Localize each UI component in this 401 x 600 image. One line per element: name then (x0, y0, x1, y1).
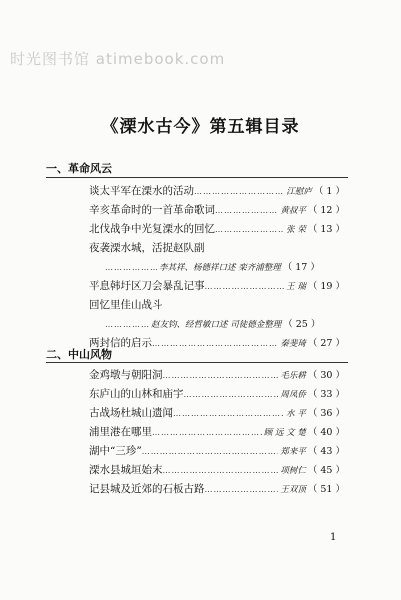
entry-page: （ 43 ） (307, 446, 345, 457)
entry-page: （ 12 ） (307, 205, 345, 216)
section-heading-scenery: 二、中山风物 (46, 348, 112, 361)
leader-dots (105, 258, 157, 277)
entry-page: （ 27 ） (307, 338, 345, 349)
toc-entry[interactable] (89, 442, 345, 461)
entry-author: 顾 远 文 楚 (263, 428, 306, 438)
toc-entry[interactable] (89, 334, 345, 353)
toc-list-scenery (89, 366, 345, 499)
entry-author: 王 瑞 (286, 282, 306, 292)
leader-dots (173, 404, 284, 423)
entry-author: 项树仁 (280, 466, 306, 476)
section-heading-revolution: 一、革命风云 (46, 162, 112, 175)
entry-author: 张 荣 (286, 225, 306, 235)
entry-page: （ 33 ） (307, 389, 345, 400)
leader-dots (163, 366, 279, 385)
toc-entry[interactable] (89, 201, 345, 220)
entry-author: 周凤侨 (280, 390, 306, 400)
entry-title: 谈太平军在溧水的活动 (89, 185, 194, 197)
toc-entry[interactable] (89, 239, 345, 258)
entry-page: （ 17 ） (282, 262, 320, 273)
entry-title: 湖中“三珍” (89, 445, 142, 457)
entry-author: 王双顶 (280, 485, 306, 495)
entry-author: 郑来平 (280, 447, 306, 457)
entry-title: 辛亥革命时的一首革命歌词 (89, 204, 215, 216)
leader-dots (215, 220, 284, 239)
leader-dots (205, 277, 285, 296)
section-divider (46, 362, 348, 363)
entry-page: （ 45 ） (307, 465, 345, 476)
leader-dots (152, 334, 278, 353)
entry-author: 秦斐琦 (280, 339, 306, 349)
leader-dots (205, 480, 279, 499)
section-divider (46, 177, 348, 178)
entry-page: （ 40 ） (307, 427, 345, 438)
entry-title: 东庐山的山林和庙宇 (89, 388, 184, 400)
entry-title: 北伐战争中光复溧水的回忆 (89, 223, 215, 235)
toc-entry[interactable] (89, 385, 345, 404)
toc-entry-credit[interactable] (89, 258, 345, 277)
leader-dots (152, 423, 262, 442)
entry-page: （ 19 ） (307, 281, 345, 292)
entry-author: 黄叔平 (280, 206, 306, 216)
entry-author: 赵友钧、经哲敏口述 司徒德金整理 (151, 320, 282, 330)
entry-author: 李其祥、杨德祥口述 栾齐浦整理 (159, 263, 281, 273)
toc-entry-credit[interactable] (89, 315, 345, 334)
leader-dots (215, 201, 278, 220)
toc-entry[interactable] (89, 277, 345, 296)
entry-title: 平息韩圩区刀会暴乱记事 (89, 280, 205, 292)
entry-author: 水 平 (286, 409, 306, 419)
entry-author: 毛乐耕 (280, 371, 306, 381)
entry-page: （ 30 ） (307, 370, 345, 381)
entry-title: 夜袭溧水城，活捉赵队副 (89, 242, 205, 254)
entry-title: 浦里港在哪里 (89, 426, 152, 438)
entry-page: （ 1 ） (313, 186, 345, 197)
page-number: 1 (330, 532, 337, 543)
leader-dots (105, 315, 149, 334)
page-title: 《溧水古今》第五辑目录 (101, 117, 300, 137)
entry-title: 溧水县城垣始末 (89, 464, 163, 476)
entry-page: （ 13 ） (307, 224, 345, 235)
entry-title: 两封信的启示 (89, 337, 152, 349)
entry-title: 金鸡墩与朝阳洞 (89, 369, 163, 381)
entry-title: 古战场杜城山遗闻 (89, 407, 173, 419)
leader-dots (194, 182, 284, 201)
toc-entry[interactable] (89, 461, 345, 480)
leader-dots (163, 461, 279, 480)
toc-entry[interactable] (89, 423, 345, 442)
watermark-text: 时光图书馆 atimebook.com (10, 50, 226, 68)
entry-author: 江慰庐 (286, 187, 312, 197)
entry-title: 回忆里佳山战斗 (89, 299, 163, 311)
toc-entry[interactable] (89, 366, 345, 385)
entry-page: （ 25 ） (283, 319, 321, 330)
entry-page: （ 36 ） (307, 408, 345, 419)
toc-list-revolution (89, 182, 345, 353)
toc-entry[interactable] (89, 220, 345, 239)
toc-entry[interactable] (89, 296, 345, 315)
entry-page: （ 51 ） (307, 484, 345, 495)
entry-title: 记县城及近郊的石板古路 (89, 483, 205, 495)
leader-dots (184, 385, 279, 404)
toc-entry[interactable] (89, 480, 345, 499)
toc-entry[interactable] (89, 404, 345, 423)
toc-entry[interactable] (89, 182, 345, 201)
leader-dots (142, 442, 279, 461)
